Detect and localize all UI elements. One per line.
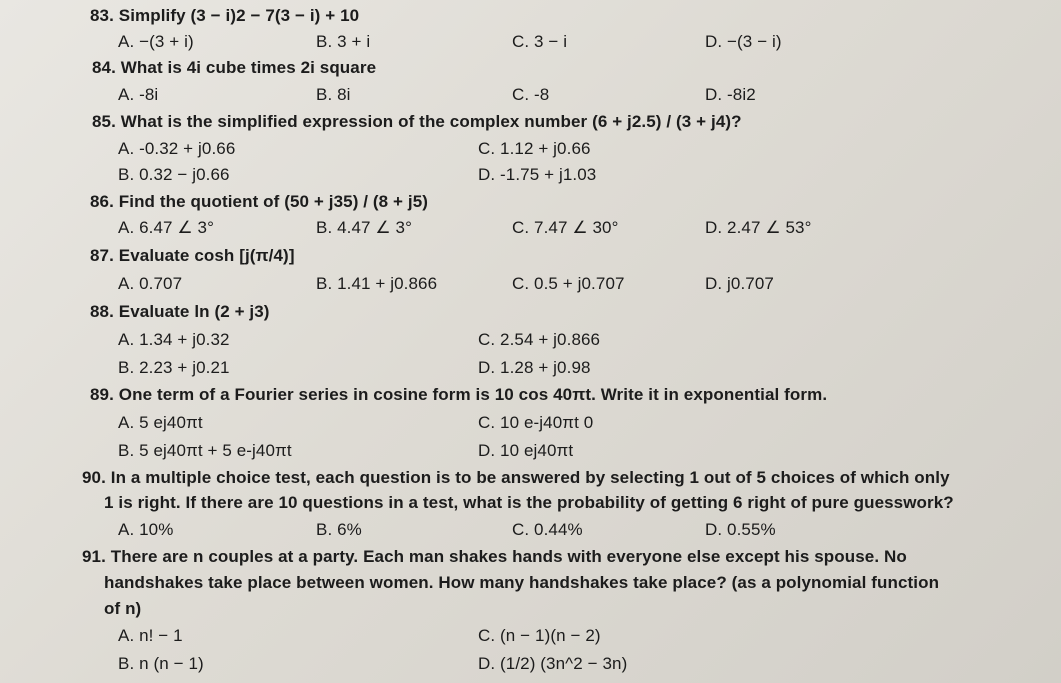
- option-87-a: A. 0.707: [118, 274, 183, 293]
- option-87-d: D. j0.707: [705, 274, 774, 293]
- question-number: 86.: [90, 192, 114, 211]
- option-83-b: B. 3 + i: [316, 32, 371, 51]
- question-number: 85.: [92, 112, 116, 131]
- option-88-c: C. 2.54 + j0.866: [478, 330, 601, 349]
- question-86: [90, 192, 428, 212]
- option-85-b: B. 0.32 − j0.66: [118, 165, 230, 184]
- option-84-a: A. -8i: [118, 85, 159, 104]
- option-90-d: D. 0.55%: [705, 520, 776, 539]
- question-90-line-2: 1 is right. If there are 10 questions in a test, what is the probability of getting 6 right of pure guesswork?: [104, 493, 954, 512]
- option-91-b: B. n (n − 1): [118, 654, 204, 673]
- option-89-a: A. 5 ej40πt: [118, 413, 203, 432]
- question-84: [92, 58, 376, 78]
- option-89-b: B. 5 ej40πt + 5 e-j40πt: [118, 441, 292, 460]
- option-85-a: A. -0.32 + j0.66: [118, 139, 236, 158]
- option-88-b: B. 2.23 + j0.21: [118, 358, 230, 377]
- question-text: What is 4i cube times 2i square: [120, 58, 377, 77]
- option-87-b: B. 1.41 + j0.866: [316, 274, 438, 293]
- question-87: [90, 246, 295, 266]
- option-84-b: B. 8i: [316, 85, 351, 104]
- option-91-a: A. n! − 1: [118, 626, 183, 645]
- question-text: What is the simplified expression of the complex number (6 + j2.5) / (3 + j4)?: [120, 112, 742, 131]
- option-84-d: D. -8i2: [705, 85, 756, 104]
- question-number: 83.: [90, 6, 114, 25]
- option-85-d: D. -1.75 + j1.03: [478, 165, 597, 184]
- question-91-line-2: handshakes take place between women. How many handshakes take place? (as a polynomial function: [104, 573, 940, 592]
- option-83-d: D. −(3 − i): [705, 32, 782, 51]
- question-text: Find the quotient of (50 + j35) / (8 + j5): [118, 192, 429, 211]
- option-88-a: A. 1.34 + j0.32: [118, 330, 230, 349]
- question-91: [82, 547, 907, 567]
- question-number: 84.: [92, 58, 116, 77]
- question-number: 90.: [82, 468, 106, 487]
- option-90-b: B. 6%: [316, 520, 362, 539]
- option-86-d: D. 2.47 ∠ 53°: [705, 218, 812, 237]
- question-text-line-1: In a multiple choice test, each question is to be answered by selecting 1 out of 5 choices of which only: [110, 468, 950, 487]
- option-90-a: A. 10%: [118, 520, 174, 539]
- question-88: [90, 302, 270, 322]
- option-85-c: C. 1.12 + j0.66: [478, 139, 591, 158]
- question-text: Simplify (3 − i)2 − 7(3 − i) + 10: [118, 6, 360, 25]
- option-83-c: C. 3 − i: [512, 32, 568, 51]
- option-86-c: C. 7.47 ∠ 30°: [512, 218, 619, 237]
- question-83: [90, 6, 359, 26]
- option-91-c: C. (n − 1)(n − 2): [478, 626, 601, 645]
- question-number: 89.: [90, 385, 114, 404]
- question-90: [82, 468, 950, 488]
- option-88-d: D. 1.28 + j0.98: [478, 358, 591, 377]
- option-86-a: A. 6.47 ∠ 3°: [118, 218, 215, 237]
- option-91-d: D. (1/2) (3n^2 − 3n): [478, 654, 628, 673]
- option-90-c: C. 0.44%: [512, 520, 583, 539]
- option-84-c: C. -8: [512, 85, 550, 104]
- question-number: 88.: [90, 302, 114, 321]
- question-89: [90, 385, 827, 405]
- question-text: Evaluate ln (2 + j3): [118, 302, 270, 321]
- question-number: 87.: [90, 246, 114, 265]
- option-89-c: C. 10 e-j40πt 0: [478, 413, 594, 432]
- question-text: Evaluate cosh [j(π/4)]: [118, 246, 295, 265]
- option-86-b: B. 4.47 ∠ 3°: [316, 218, 413, 237]
- question-text-line-1: There are n couples at a party. Each man shakes hands with everyone else except his spouse. No: [110, 547, 907, 566]
- option-83-a: A. −(3 + i): [118, 32, 194, 51]
- option-89-d: D. 10 ej40πt: [478, 441, 574, 460]
- question-85: [92, 112, 742, 132]
- question-91-line-3: of n): [104, 599, 142, 618]
- question-text: One term of a Fourier series in cosine form is 10 cos 40πt. Write it in exponential form.: [118, 385, 828, 404]
- option-87-c: C. 0.5 + j0.707: [512, 274, 625, 293]
- question-number: 91.: [82, 547, 106, 566]
